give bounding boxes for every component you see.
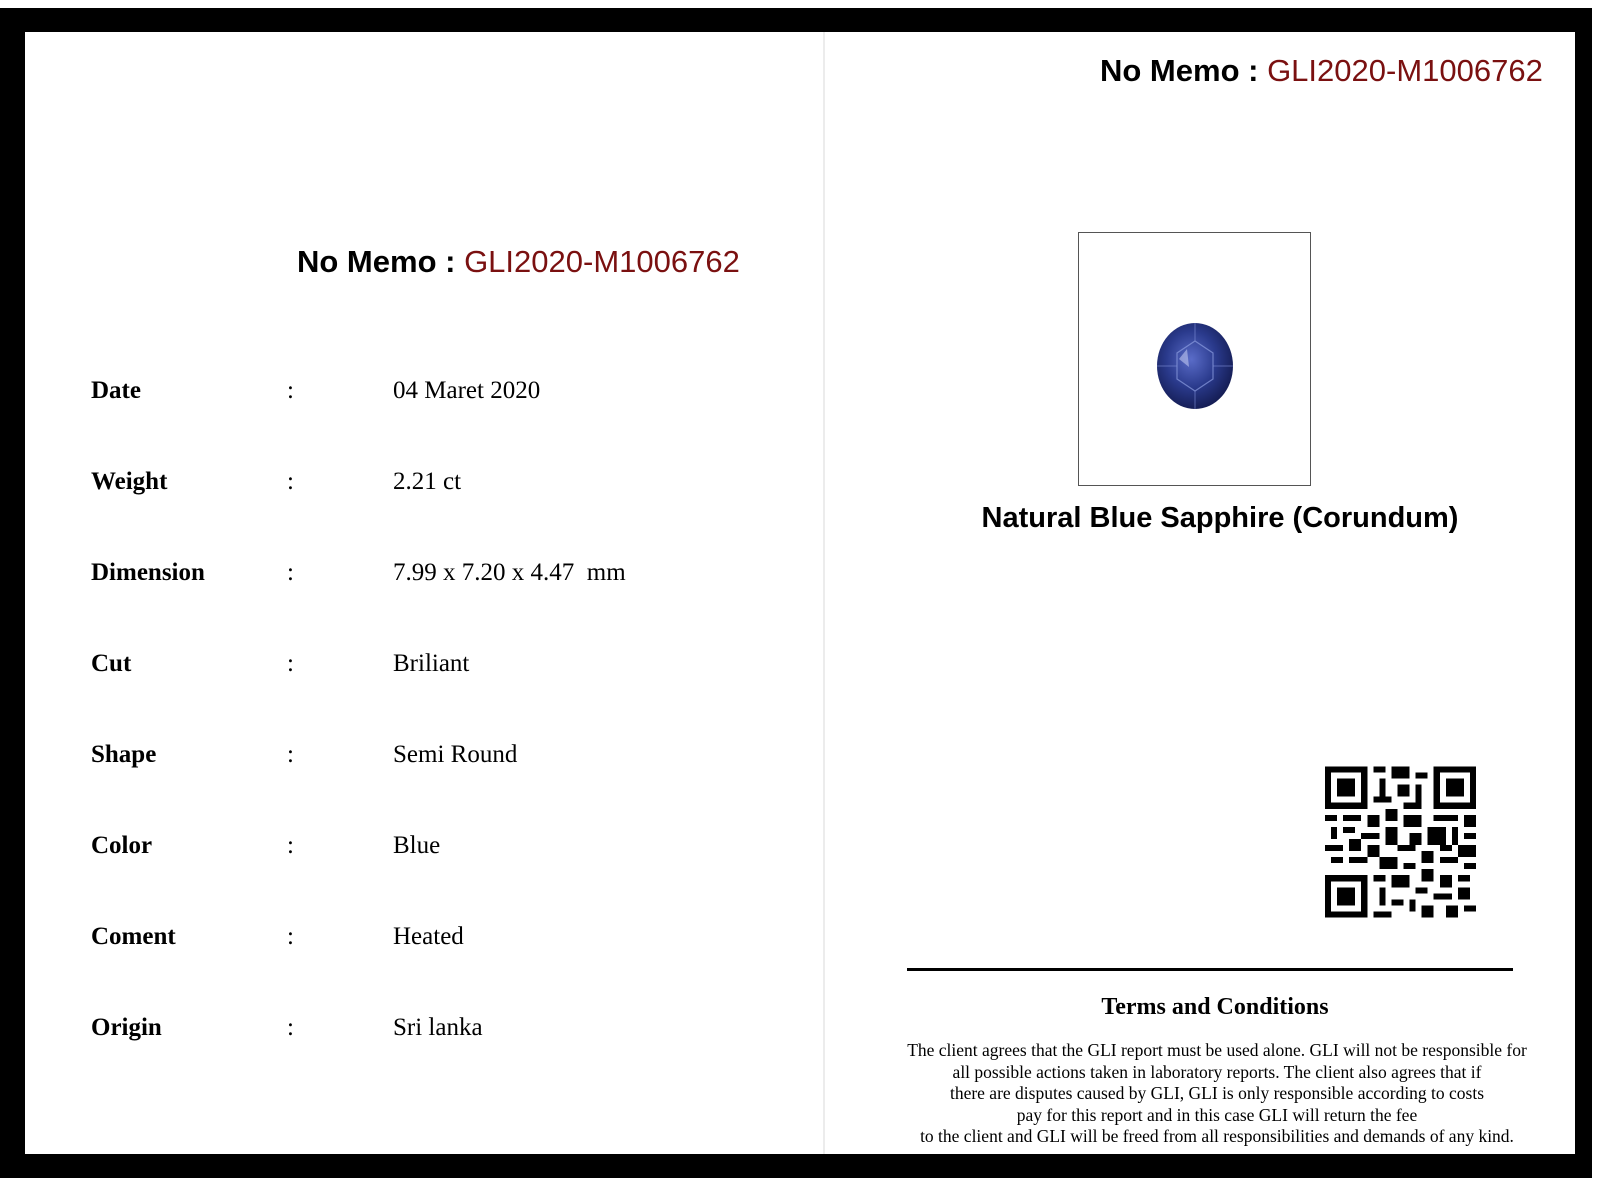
terms-body [847,1040,1587,1148]
field-value: Blue [393,832,441,859]
field-label: Weight [91,468,168,495]
fold-line [823,32,825,1154]
field-colon: : [287,923,294,950]
terms-line: to the client and GLI will be freed from all responsibilities and demands of any kind. [920,1126,1514,1146]
field-row-color [91,832,731,868]
sapphire-image [1079,233,1310,485]
field-row-date [91,377,731,413]
stone-identification: Natural Blue Sapphire (Corundum) [981,502,1459,534]
field-value: 2.21 ct [393,468,462,495]
field-row-weight [91,468,731,504]
field-label: Color [91,832,153,859]
field-value: Heated [393,923,464,950]
field-colon: : [287,468,294,495]
divider-line [907,968,1513,971]
field-row-origin [91,1014,731,1050]
certificate-sheet [25,32,1575,1154]
field-colon: : [287,650,294,677]
field-colon: : [287,559,294,586]
field-label: Date [91,377,141,404]
terms-line: all possible actions taken in laboratory reports. The client also agrees that if [952,1061,1482,1082]
field-colon: : [287,377,294,404]
memo-label: No Memo : [1100,53,1268,88]
field-value: Briliant [393,650,470,677]
field-label: Coment [91,923,176,950]
field-colon: : [287,1014,294,1041]
memo-number-left [297,244,740,280]
gemstone-photo [1078,232,1311,486]
field-value: Sri lanka [393,1014,483,1041]
terms-line: there are disputes caused by GLI, GLI is only responsible according to costs [949,1083,1485,1103]
terms-heading: Terms and Conditions [1101,994,1329,1020]
field-value: 7.99 x 7.20 x 4.47 mm [393,559,626,586]
field-value: 04 Maret 2020 [393,377,541,404]
field-row-coment [91,923,731,959]
field-label: Dimension [91,559,205,586]
field-label: Cut [91,650,132,677]
memo-value: GLI2020-M1006762 [1267,53,1543,88]
terms-line: pay for this report and in this case GLI will return the fee [1016,1104,1418,1125]
qr-code-icon [1325,762,1476,922]
terms-line: The client agrees that the GLI report must be used alone. GLI will not be responsible for [907,1040,1527,1060]
field-colon: : [287,741,294,768]
field-row-cut [91,650,731,686]
memo-value: GLI2020-M1006762 [464,244,740,279]
field-row-shape [91,741,731,777]
certificate-frame [0,8,1592,1178]
field-label: Shape [91,741,157,768]
field-value: Semi Round [393,741,518,768]
field-row-dimension [91,559,731,595]
memo-label: No Memo : [297,244,465,279]
memo-number-right [1100,53,1543,89]
field-label: Origin [91,1014,162,1041]
field-colon: : [287,832,294,859]
